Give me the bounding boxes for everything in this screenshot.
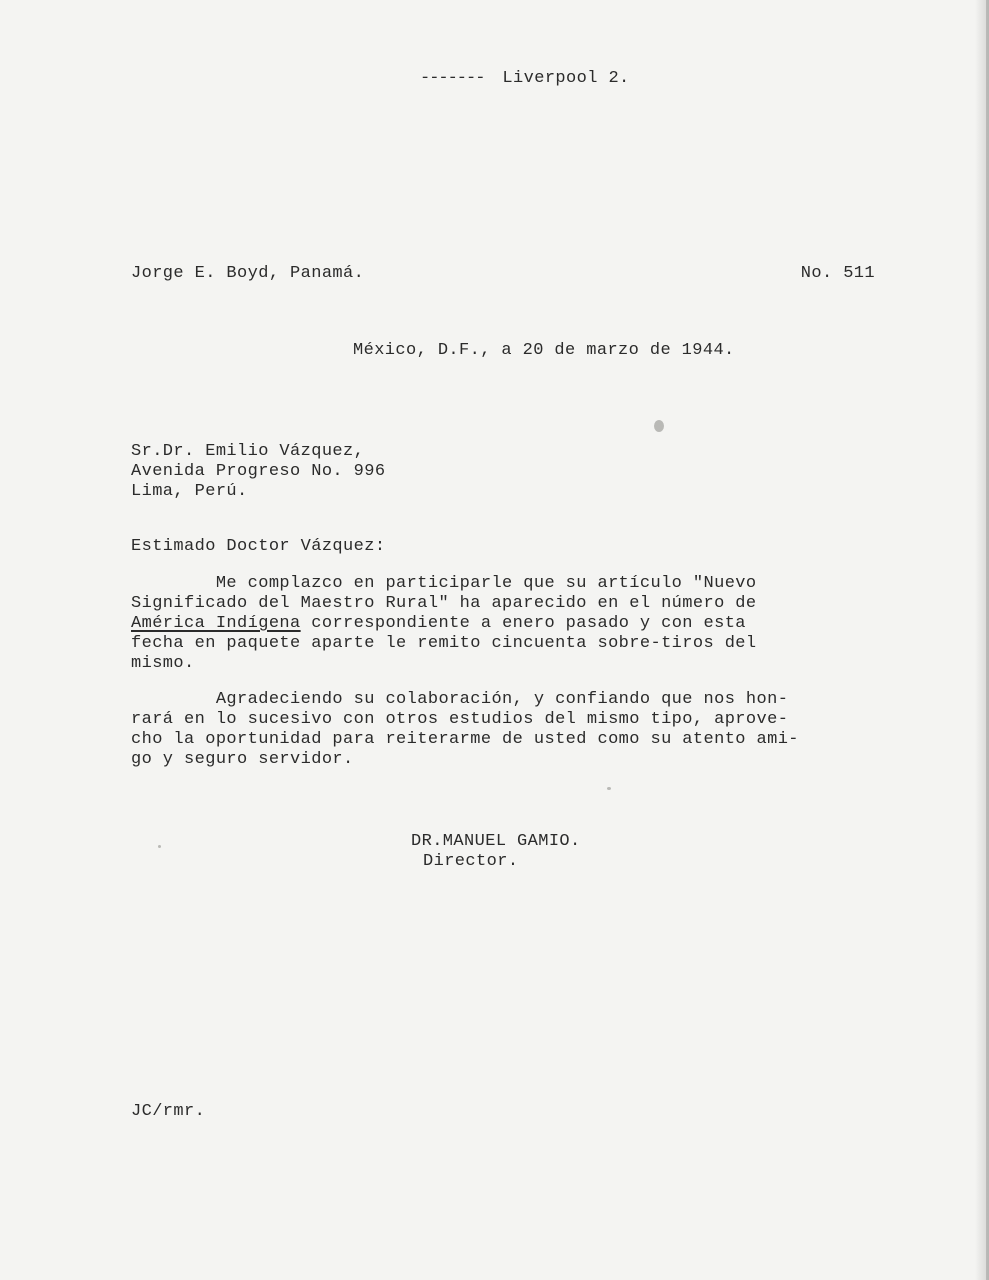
salutation: Estimado Doctor Vázquez:: [131, 537, 386, 556]
paragraph-2: [131, 690, 831, 770]
ink-spot: [158, 845, 161, 848]
header-dashes: -------: [420, 69, 485, 88]
recipient-street: Avenida Progreso No. 996: [131, 462, 386, 481]
page-header: [420, 68, 630, 90]
paragraph-line: Agradeciendo su colaboración, y confiando que nos hon-: [131, 690, 789, 709]
sender-line: Jorge E. Boyd, Panamá.: [131, 264, 365, 283]
paragraph-line: cho la oportunidad para reiterarme de usted como su atento ami-: [131, 730, 799, 749]
paragraph-line: go y seguro servidor.: [131, 750, 354, 769]
signatory-title: Director.: [423, 852, 519, 871]
paragraph-1: [131, 574, 831, 674]
recipient-city: Lima, Perú.: [131, 482, 248, 501]
paragraph-line: Me complazco en participarle que su artículo "Nuevo: [131, 574, 757, 593]
letter-date: México, D.F., a 20 de marzo de 1944.: [353, 341, 735, 360]
recipient-address: [131, 441, 385, 501]
paragraph-line: mismo.: [131, 654, 195, 673]
signature-block: [411, 831, 581, 871]
ink-spot: [654, 420, 664, 432]
paragraph-line: [131, 614, 831, 634]
reference-number: No. 511: [800, 264, 875, 283]
typist-initials: JC/rmr.: [131, 1102, 206, 1121]
recipient-name: Sr.Dr. Emilio Vázquez,: [131, 442, 365, 461]
paragraph-text: correspondiente a enero pasado y con esta: [300, 614, 746, 633]
signatory-name: DR.MANUEL GAMIO.: [411, 832, 581, 851]
ink-spot: [607, 787, 611, 790]
paragraph-line: Significado del Maestro Rural" ha aparecido en el número de: [131, 594, 757, 613]
paragraph-line: fecha en paquete aparte le remito cincuenta sobre-tiros del: [131, 634, 757, 653]
header-text: Liverpool 2.: [502, 69, 630, 88]
paragraph-line: rará en lo sucesivo con otros estudios del mismo tipo, aprove-: [131, 710, 789, 729]
journal-title: América Indígena: [131, 614, 301, 633]
